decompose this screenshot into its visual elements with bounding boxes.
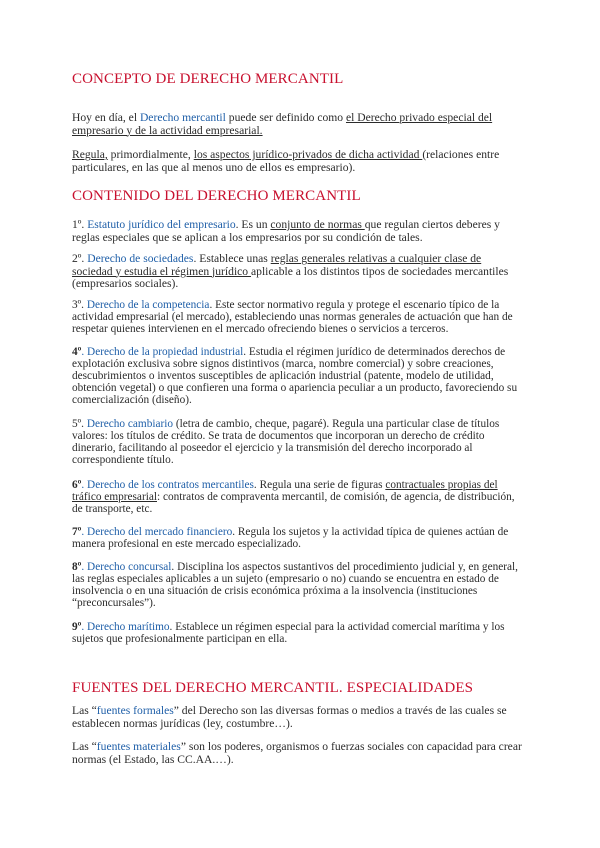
text: : contratos de compraventa mercantil, de comisión, de agencia, de distribución, de transporte, etc. (72, 490, 515, 515)
item-title: . Derecho del mercado financiero (81, 526, 233, 538)
item-title: . Derecho concursal (81, 561, 172, 573)
item-number: 4º (72, 346, 82, 358)
item-title: . Derecho marítimo (81, 621, 170, 633)
concepto-paragraph-2 (72, 149, 524, 174)
contenido-item-4 (72, 347, 524, 407)
item-title: Derecho cambiario (86, 418, 174, 430)
underlined-text: Regula, (72, 148, 108, 161)
underlined-text: reglas generales relativas a cualquier clase de sociedad y estudia el régimen jurídico (72, 252, 482, 278)
text: . Establece un régimen especial para la actividad comercial marítima y los sujetos que profesionalmente participan en ella. (72, 621, 505, 645)
item-number: 6º (72, 479, 82, 491)
text: . Regula los sujetos y la actividad típica de quienes actúan de manera profesional en este mercado especializado. (72, 526, 509, 550)
text: puede ser definido como (225, 111, 346, 124)
text: (relaciones entre particulares, en las que al menos uno de ellos es empresario). (72, 148, 500, 174)
item-title: Estatuto jurídico del empresario (87, 218, 236, 231)
text: que regulan ciertos deberes y reglas especiales que se aplican a los empresarios por su condición de tales. (72, 218, 500, 244)
text: ” del Derecho son las diversas formas o medios a través de las cuales se establecen normas jurídicas (ley, costumbre…). (72, 704, 507, 730)
text: Las “ (72, 704, 97, 717)
text: Las “ (72, 740, 97, 753)
contenido-item-1 (72, 219, 524, 244)
text: . Establece unas (193, 252, 271, 265)
heading-fuentes: FUENTES DEL DERECHO MERCANTIL. ESPECIALIDADES (72, 680, 474, 696)
text: ” son los poderes, organismos o fuerzas sociales con capacidad para crear normas (el Estado, las CC.AA.…). (72, 740, 522, 766)
item-number: 9º (72, 621, 82, 633)
definition-underlined: el Derecho privado especial del empresario y de la actividad empresarial. (72, 111, 493, 137)
text: . Estudia el régimen jurídico de determinados derechos de explotación exclusiva sobre signos distintivos (marca, nombre comercial) y sobre creaciones, descubrimientos o inventos susceptibles de aplicación industrial (patente, modelo de utilidad, obtención vegetal) o que confieren una forma o apariencia peculiar a un producto, favoreciendo su comercialización (diseño). (72, 346, 518, 406)
contenido-item-3 (72, 300, 524, 336)
item-title: Derecho de la competencia (86, 299, 210, 311)
item-title: . Derecho de la propiedad industrial (81, 346, 244, 358)
item-number: 2º. (72, 252, 88, 265)
contenido-item-5 (72, 419, 524, 467)
text: primordialmente, (107, 148, 194, 161)
item-number: 3º. (72, 299, 87, 311)
contenido-item-8 (72, 562, 524, 610)
text: aplicable a los distintos tipos de sociedades mercantiles (empresarios sociales). (72, 264, 509, 291)
item-number: 7º (72, 526, 82, 538)
item-number: 5º. (72, 418, 87, 430)
text: . Disciplina los aspectos sustantivos del procedimiento judicial y, en general, las reglas especiales aplicables a un sujeto (empresario o no) cuando se encuentra en estado de insolvencia o en una situación de crisis económica próxima a la insolvencia (instituciones “preconcursales”). (72, 561, 518, 609)
term-derecho-mercantil: Derecho mercantil (139, 111, 226, 124)
concepto-paragraph-1 (72, 112, 524, 137)
term-fuentes-materiales: fuentes materiales (96, 740, 181, 753)
heading-concepto: CONCEPTO DE DERECHO MERCANTIL (72, 71, 344, 87)
text: Hoy en día, el (72, 111, 140, 124)
item-number: 8º (72, 561, 82, 573)
contenido-item-2 (72, 253, 524, 291)
text: . Es un (235, 218, 271, 231)
underlined-text: contractuales propias del tráfico empresarial (72, 479, 498, 503)
text: . Regula una serie de figuras (253, 479, 386, 491)
underlined-text: conjunto de normas (270, 218, 365, 231)
underlined-text: los aspectos jurídico-privados de dicha actividad (193, 148, 423, 161)
term-fuentes-formales: fuentes formales (96, 704, 174, 717)
item-title: . Derecho de los contratos mercantiles (81, 479, 254, 491)
contenido-item-6 (72, 480, 524, 516)
heading-contenido: CONTENIDO DEL DERECHO MERCANTIL (72, 188, 361, 204)
item-title: Derecho de sociedades (87, 252, 194, 265)
contenido-item-9 (72, 622, 524, 646)
text: (letra de cambio, cheque, pagaré). Regula una particular clase de títulos valores: los títulos de crédito. Se trata de documentos que incorporan un derecho de crédito dinerario, facilitando al poseedor el ejercicio y la transmisión del derecho incorporado al correspondiente título. (72, 418, 500, 466)
contenido-item-7 (72, 527, 524, 551)
text: . Este sector normativo regula y protege el escenario típico de la actividad empresarial (el mercado), estableciendo unas normas generales de actuación que han de respetar quienes intervienen en el mercado ofreciendo bienes o servicios a terceros. (72, 299, 513, 335)
fuentes-paragraph-1 (72, 705, 524, 730)
item-number: 1º. (72, 218, 88, 231)
fuentes-paragraph-2 (72, 741, 524, 766)
